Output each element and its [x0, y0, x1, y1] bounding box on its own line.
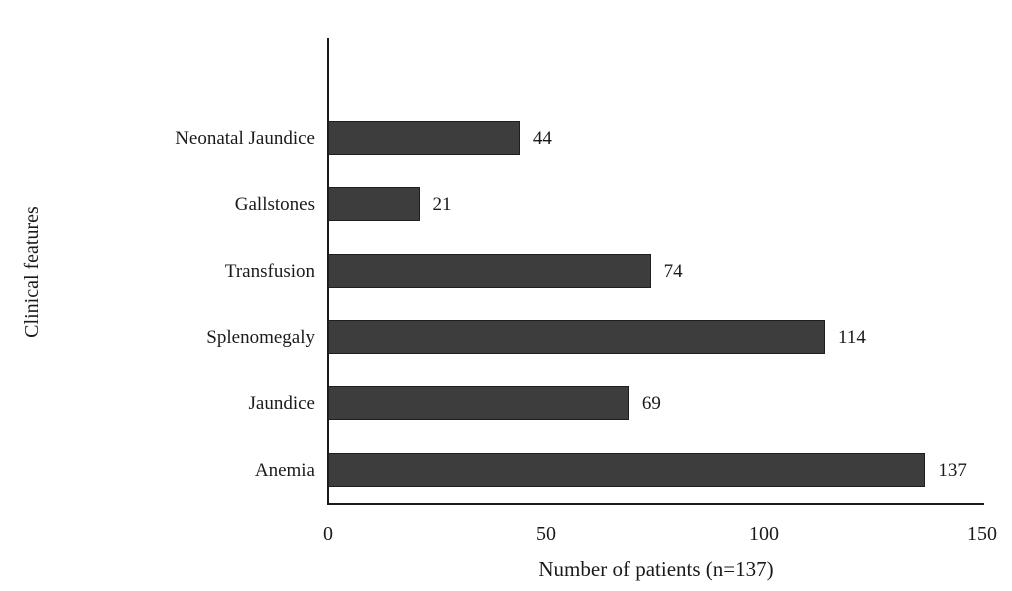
bar: [328, 121, 520, 155]
category-label: Splenomegaly: [206, 326, 315, 348]
x-tick-label: 100: [749, 523, 779, 545]
category-label: Gallstones: [234, 194, 315, 216]
category-label: Neonatal Jaundice: [175, 127, 315, 149]
x-tick-label: 150: [967, 523, 997, 545]
category-label: Jaundice: [248, 393, 315, 415]
x-axis-line: [327, 503, 984, 505]
value-label: 74: [663, 260, 683, 282]
bar: [328, 254, 651, 288]
bar: [328, 453, 925, 487]
x-tick-label: 0: [323, 523, 333, 545]
y-axis-title: Clinical features: [21, 206, 43, 338]
value-label: 114: [838, 326, 866, 348]
bar: [328, 320, 825, 354]
value-label: 44: [532, 127, 552, 149]
value-label: 137: [938, 459, 967, 481]
x-tick-label: 50: [536, 523, 556, 545]
category-label: Transfusion: [224, 260, 315, 282]
bar: [328, 187, 420, 221]
category-label: Anemia: [254, 459, 315, 481]
value-label: 69: [641, 393, 661, 415]
value-label: 21: [432, 194, 452, 216]
x-axis-title: Number of patients (n=137): [538, 557, 774, 581]
bar: [328, 386, 629, 420]
